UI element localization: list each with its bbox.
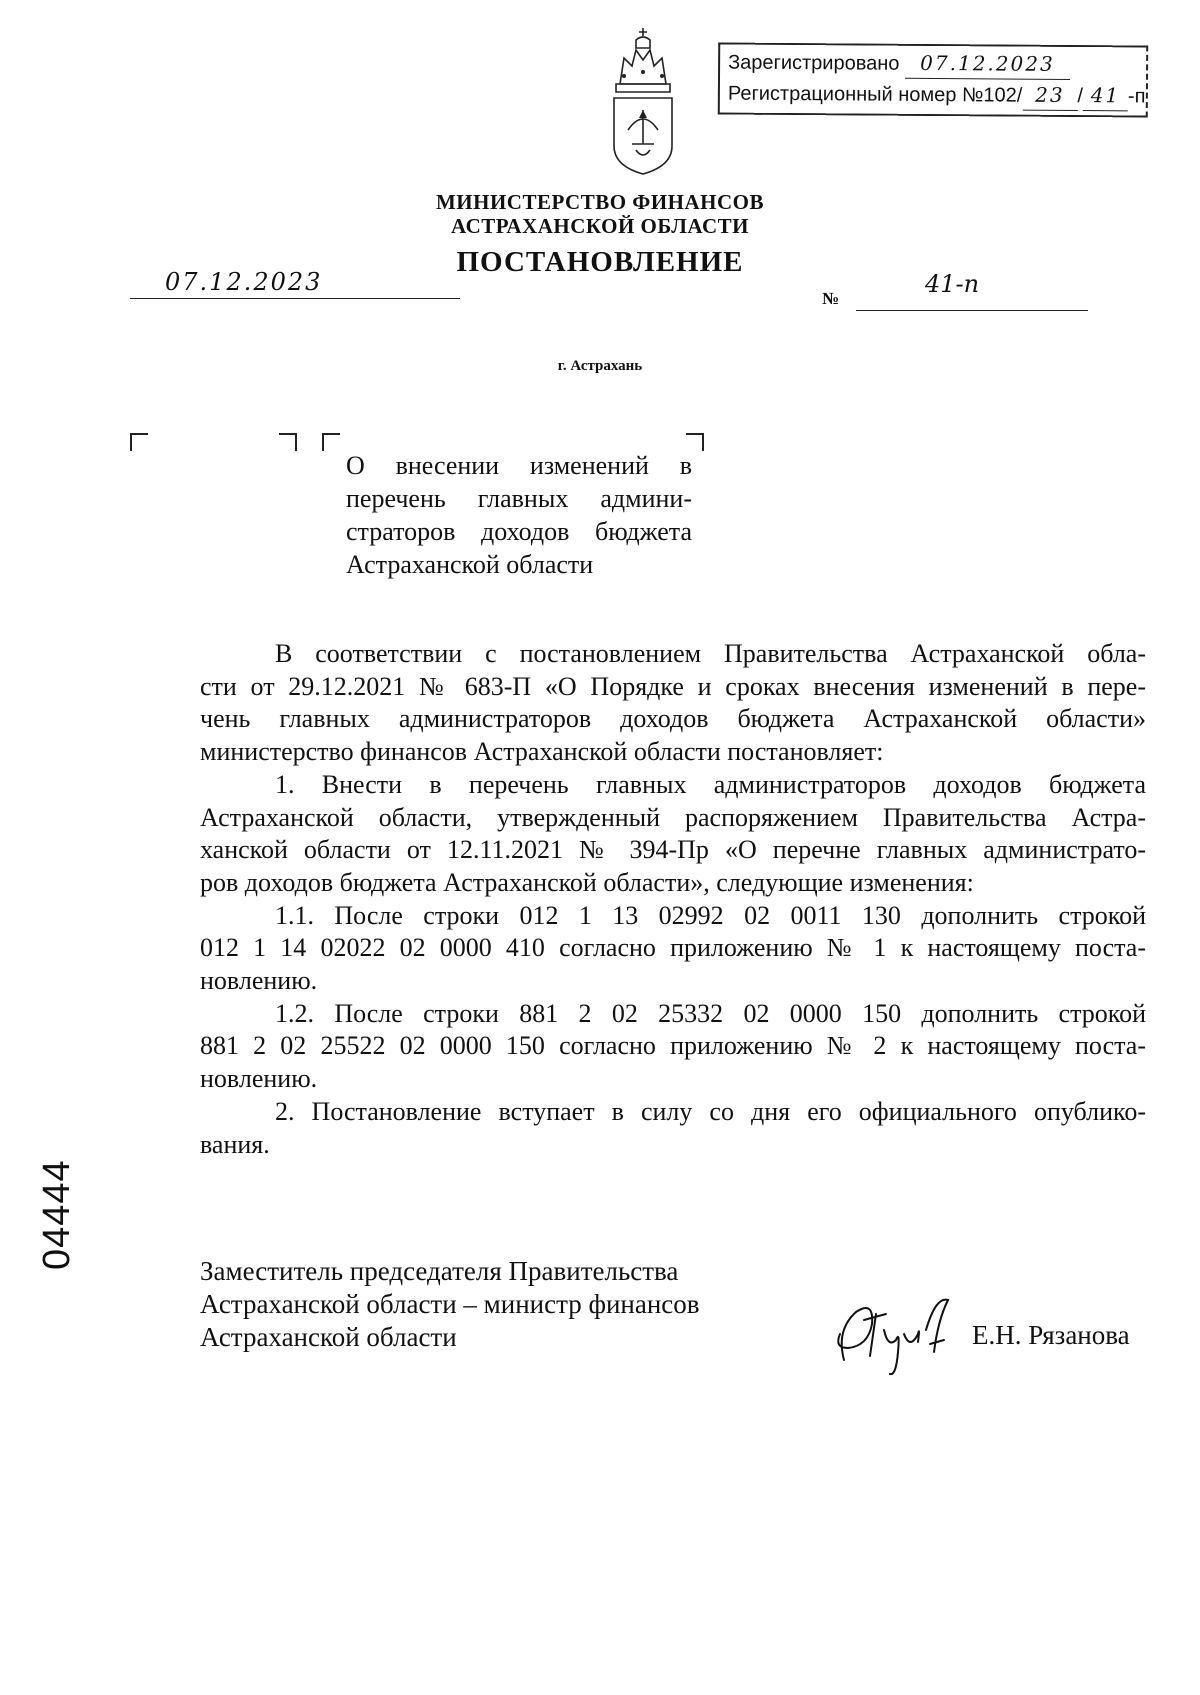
reg-number-label: Регистрационный номер №102/ (727, 82, 1023, 107)
subject-line: перечень главных админи- (346, 484, 692, 513)
document-subject (346, 449, 692, 581)
margin-registration-number: 04444 (36, 1159, 78, 1270)
bracket-top-left (130, 433, 148, 451)
signer-position-line: Астраханской области (200, 1322, 457, 1352)
handwritten-signature (826, 1290, 966, 1380)
body-line: 881 2 02 25522 02 0000 150 согласно приложению № 2 к настоящему поста- (200, 1031, 1146, 1061)
body-line: министерство финансов Астраханской области постановляет: (200, 737, 884, 767)
body-line: 012 1 14 02022 02 0000 410 согласно приложению № 1 к настоящему поста- (200, 933, 1146, 963)
bracket-top-right (279, 433, 297, 451)
body-line: вания. (200, 1129, 270, 1159)
signer-position-line: Заместитель председателя Правительства (200, 1256, 679, 1286)
ministry-name-line1: МИНИСТЕРСТВО ФИНАНСОВ (435, 190, 765, 214)
body-line: сти от 29.12.2021 № 683-П «О Порядке и сроках внесения изменений в пере- (200, 671, 1146, 701)
city-name: г. Астрахань (557, 358, 643, 374)
body-line: Астраханской области, утвержденный распоряжением Правительства Астра- (200, 802, 1146, 832)
bracket-top-left (322, 433, 340, 451)
body-line: ров доходов бюджета Астраханской области», следующие изменения: (200, 867, 974, 897)
document-date: 07.12.2023 (165, 268, 323, 296)
body-line: чень главных администраторов доходов бюджета Астраханской области» (200, 704, 1146, 734)
subject-line: О внесении изменений в (346, 451, 692, 480)
body-line: 1.2. После строки 881 2 02 25332 02 0000 150 дополнить строкой (275, 998, 1146, 1028)
registration-stamp: Зарегистрировано 07.12.2023 Регистрационный номер №102/ 23 / 41 -п (718, 42, 1148, 117)
reg-number-suffix: -п (1127, 85, 1146, 108)
subject-line: Астраханской области (346, 550, 594, 579)
body-line: 1.1. После строки 012 1 13 02992 02 0011 130 дополнить строкой (275, 900, 1146, 930)
signer-name: Е.Н. Рязанова (972, 1320, 1130, 1350)
document-number: 41-п (925, 270, 980, 298)
signer-position-line: Астраханской области – министр финансов (200, 1289, 700, 1319)
body-line: новлению. (200, 1064, 318, 1094)
body-line: новлению. (200, 966, 318, 996)
ministry-name-line2: АСТРАХАНСКОЙ ОБЛАСТИ (450, 214, 750, 238)
signer-position (200, 1255, 700, 1354)
reg-number-part1: 23 (1022, 80, 1077, 111)
reg-number-part2: 41 (1083, 80, 1128, 111)
body-line: В соответствии с постановлением Правительства Астраханской обла- (275, 639, 1146, 668)
body-line: 1. Внести в перечень главных администраторов доходов бюджета (275, 769, 1146, 799)
registered-date: 07.12.2023 (905, 48, 1070, 80)
registered-label: Зарегистрировано (728, 51, 900, 75)
document-body (200, 638, 1146, 1161)
document-type-title: ПОСТАНОВЛЕНИЕ (456, 246, 744, 278)
body-line: ханской области от 12.11.2021 № 394-Пр «О перечне главных администрато- (200, 835, 1146, 865)
coat-of-arms-icon (606, 26, 680, 178)
number-sign: № (822, 289, 840, 308)
body-line: 2. Постановление вступает в силу со дня его официального опублико- (275, 1096, 1146, 1126)
subject-line: страторов доходов бюджета (346, 517, 692, 546)
